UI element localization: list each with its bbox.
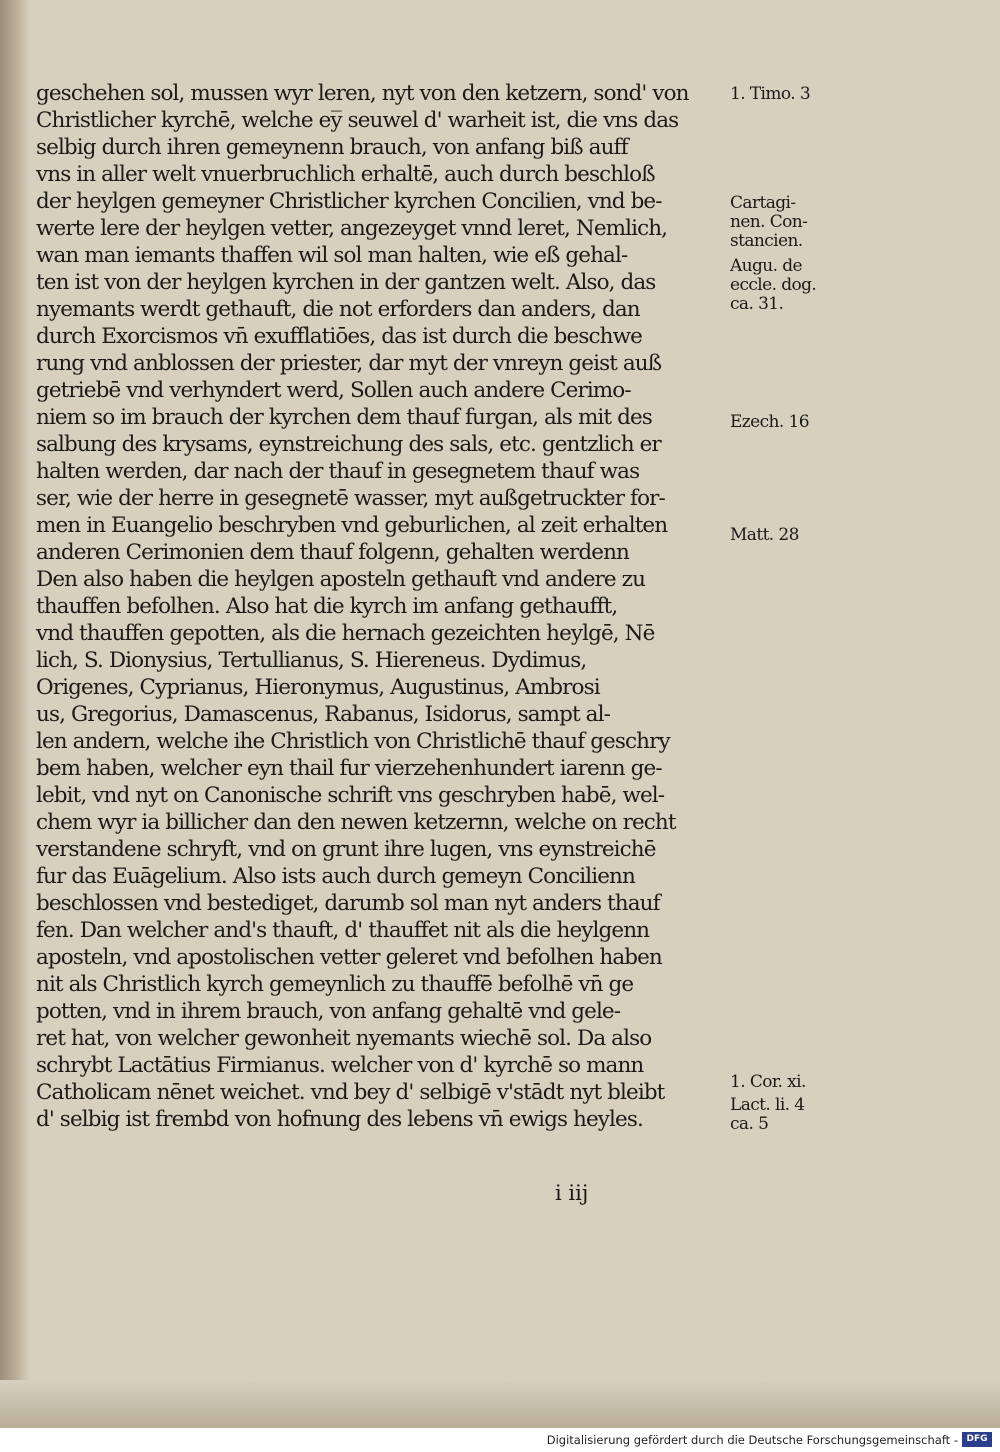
text-line: us, Gregorius, Damascenus, Rabanus, Isidorus, sampt al- <box>36 702 610 727</box>
text-line: men in Euangelio beschryben vnd geburlichen, al zeit erhalten <box>36 513 668 538</box>
footer-bar <box>0 1428 1000 1452</box>
text-line: d' selbig ist frembd von hofnung des lebens vn̄ ewigs heyles. <box>36 1107 643 1132</box>
text-line: anderen Cerimonien dem thauf folgenn, gehalten werdenn <box>36 540 629 565</box>
text-line: potten, vnd in ihrem brauch, von anfang gehaltē vnd gele- <box>36 999 621 1024</box>
text-line: werte lere der heylgen vetter, angezeyget vnnd leret, Nemlich, <box>36 216 668 241</box>
text-line: fur das Euāgelium. Also ists auch durch gemeyn Concilienn <box>36 864 635 889</box>
funding-notice: Digitalisierung gefördert durch die Deutsche Forschungsgemeinschaft - <box>546 1433 958 1447</box>
text-line: ser, wie der herre in gesegnetē wasser, myt außgetruckter for- <box>36 486 665 511</box>
text-line: Christlicher kyrchē, welche ey̅ seuwel d' warheit ist, die vns das <box>36 108 679 133</box>
text-line: bem haben, welcher eyn thail fur vierzehenhundert iarenn ge- <box>36 756 662 781</box>
text-line: Den also haben die heylgen aposteln gethauft vnd andere zu <box>36 567 646 592</box>
margin-note-corinthians: 1. Cor. xi. <box>730 1072 806 1092</box>
margin-note-ezekiel: Ezech. 16 <box>730 412 809 432</box>
main-text-block <box>36 80 734 1133</box>
text-line: fen. Dan welcher and's thauft, d' thauffet nit als die heylgenn <box>36 918 650 943</box>
text-line: aposteln, vnd apostolischen vetter geleret vnd befolhen haben <box>36 945 662 970</box>
margin-note-lactantius: Lact. li. 4 ca. 5 <box>730 1095 805 1134</box>
text-line: verstandene schryft, vnd on grunt ihre lugen, vns eynstreichē <box>36 837 656 862</box>
text-line: halten werden, dar nach der thauf in gesegnetem thauf was <box>36 459 640 484</box>
text-line: getriebē vnd verhyndert werd, Sollen auch andere Cerimo- <box>36 378 631 403</box>
text-line: niem so im brauch der kyrchen dem thauf furgan, als mit des <box>36 405 652 430</box>
margin-note-carthage-constance: Cartagi- nen. Con- stancien. <box>730 193 808 251</box>
text-line: schrybt Lactātius Firmianus. welcher von d' kyrchē so mann <box>36 1053 644 1078</box>
text-line: Origenes, Cyprianus, Hieronymus, Augustinus, Ambrosi <box>36 675 600 700</box>
text-line: nit als Christlich kyrch gemeynlich zu thauffē befolhē vn̄ ge <box>36 972 634 997</box>
text-line: lich, S. Dionysius, Tertullianus, S. Hiereneus. Dydimus, <box>36 648 587 673</box>
text-line: der heylgen gemeyner Christlicher kyrchen Concilien, vnd be- <box>36 189 662 214</box>
text-line: chem wyr ia billicher dan den newen ketzernn, welche on recht <box>36 810 676 835</box>
text-line: thauffen befolhen. Also hat die kyrch im anfang gethaufft, <box>36 594 618 619</box>
text-line: salbung des krysams, eynstreichung des sals, etc. gentzlich er <box>36 432 661 457</box>
text-line: selbig durch ihren gemeynenn brauch, von anfang biß auff <box>36 135 628 160</box>
text-line: rung vnd anblossen der priester, dar myt der vnreyn geist auß <box>36 351 662 376</box>
page-edge-shadow <box>0 0 30 1428</box>
text-line: vnd thauffen gepotten, als die hernach gezeichten heylgē, Nē <box>36 621 655 646</box>
text-line: vns in aller welt vnuerbruchlich erhaltē, auch durch beschloß <box>36 162 655 187</box>
text-line: ret hat, von welcher gewonheit nyemants wiechē sol. Da also <box>36 1026 652 1051</box>
margin-note-matthew: Matt. 28 <box>730 525 799 545</box>
text-line: lebit, vnd nyt on Canonische schrift vns geschryben habē, wel- <box>36 783 665 808</box>
text-line: ten ist von der heylgen kyrchen in der gantzen welt. Also, das <box>36 270 656 295</box>
page-bottom-shadow <box>0 1380 1000 1428</box>
margin-note-timothy: 1. Timo. 3 <box>730 84 811 104</box>
text-line: nyemants werdt gethauft, die not erforders dan anders, dan <box>36 297 640 322</box>
text-line: wan man iemants thaffen wil sol man halten, wie eß gehal- <box>36 243 628 268</box>
dfg-logo: DFG <box>962 1432 992 1447</box>
text-line: beschlossen vnd bestediget, darumb sol man nyt anders thauf <box>36 891 660 916</box>
text-line: durch Exorcismos vn̄ exufflatiōes, das ist durch die beschwe <box>36 324 642 349</box>
margin-note-augustine: Augu. de eccle. dog. ca. 31. <box>730 256 817 314</box>
signature-mark: i iij <box>555 1181 589 1205</box>
text-line: len andern, welche ihe Christlich von Christlichē thauf geschry <box>36 729 670 754</box>
text-line: geschehen sol, mussen wyr leren, nyt von den ketzern, sond' von <box>36 81 689 106</box>
text-line: Catholicam nēnet weichet. vnd bey d' selbigē v'stādt nyt bleibt <box>36 1080 665 1105</box>
